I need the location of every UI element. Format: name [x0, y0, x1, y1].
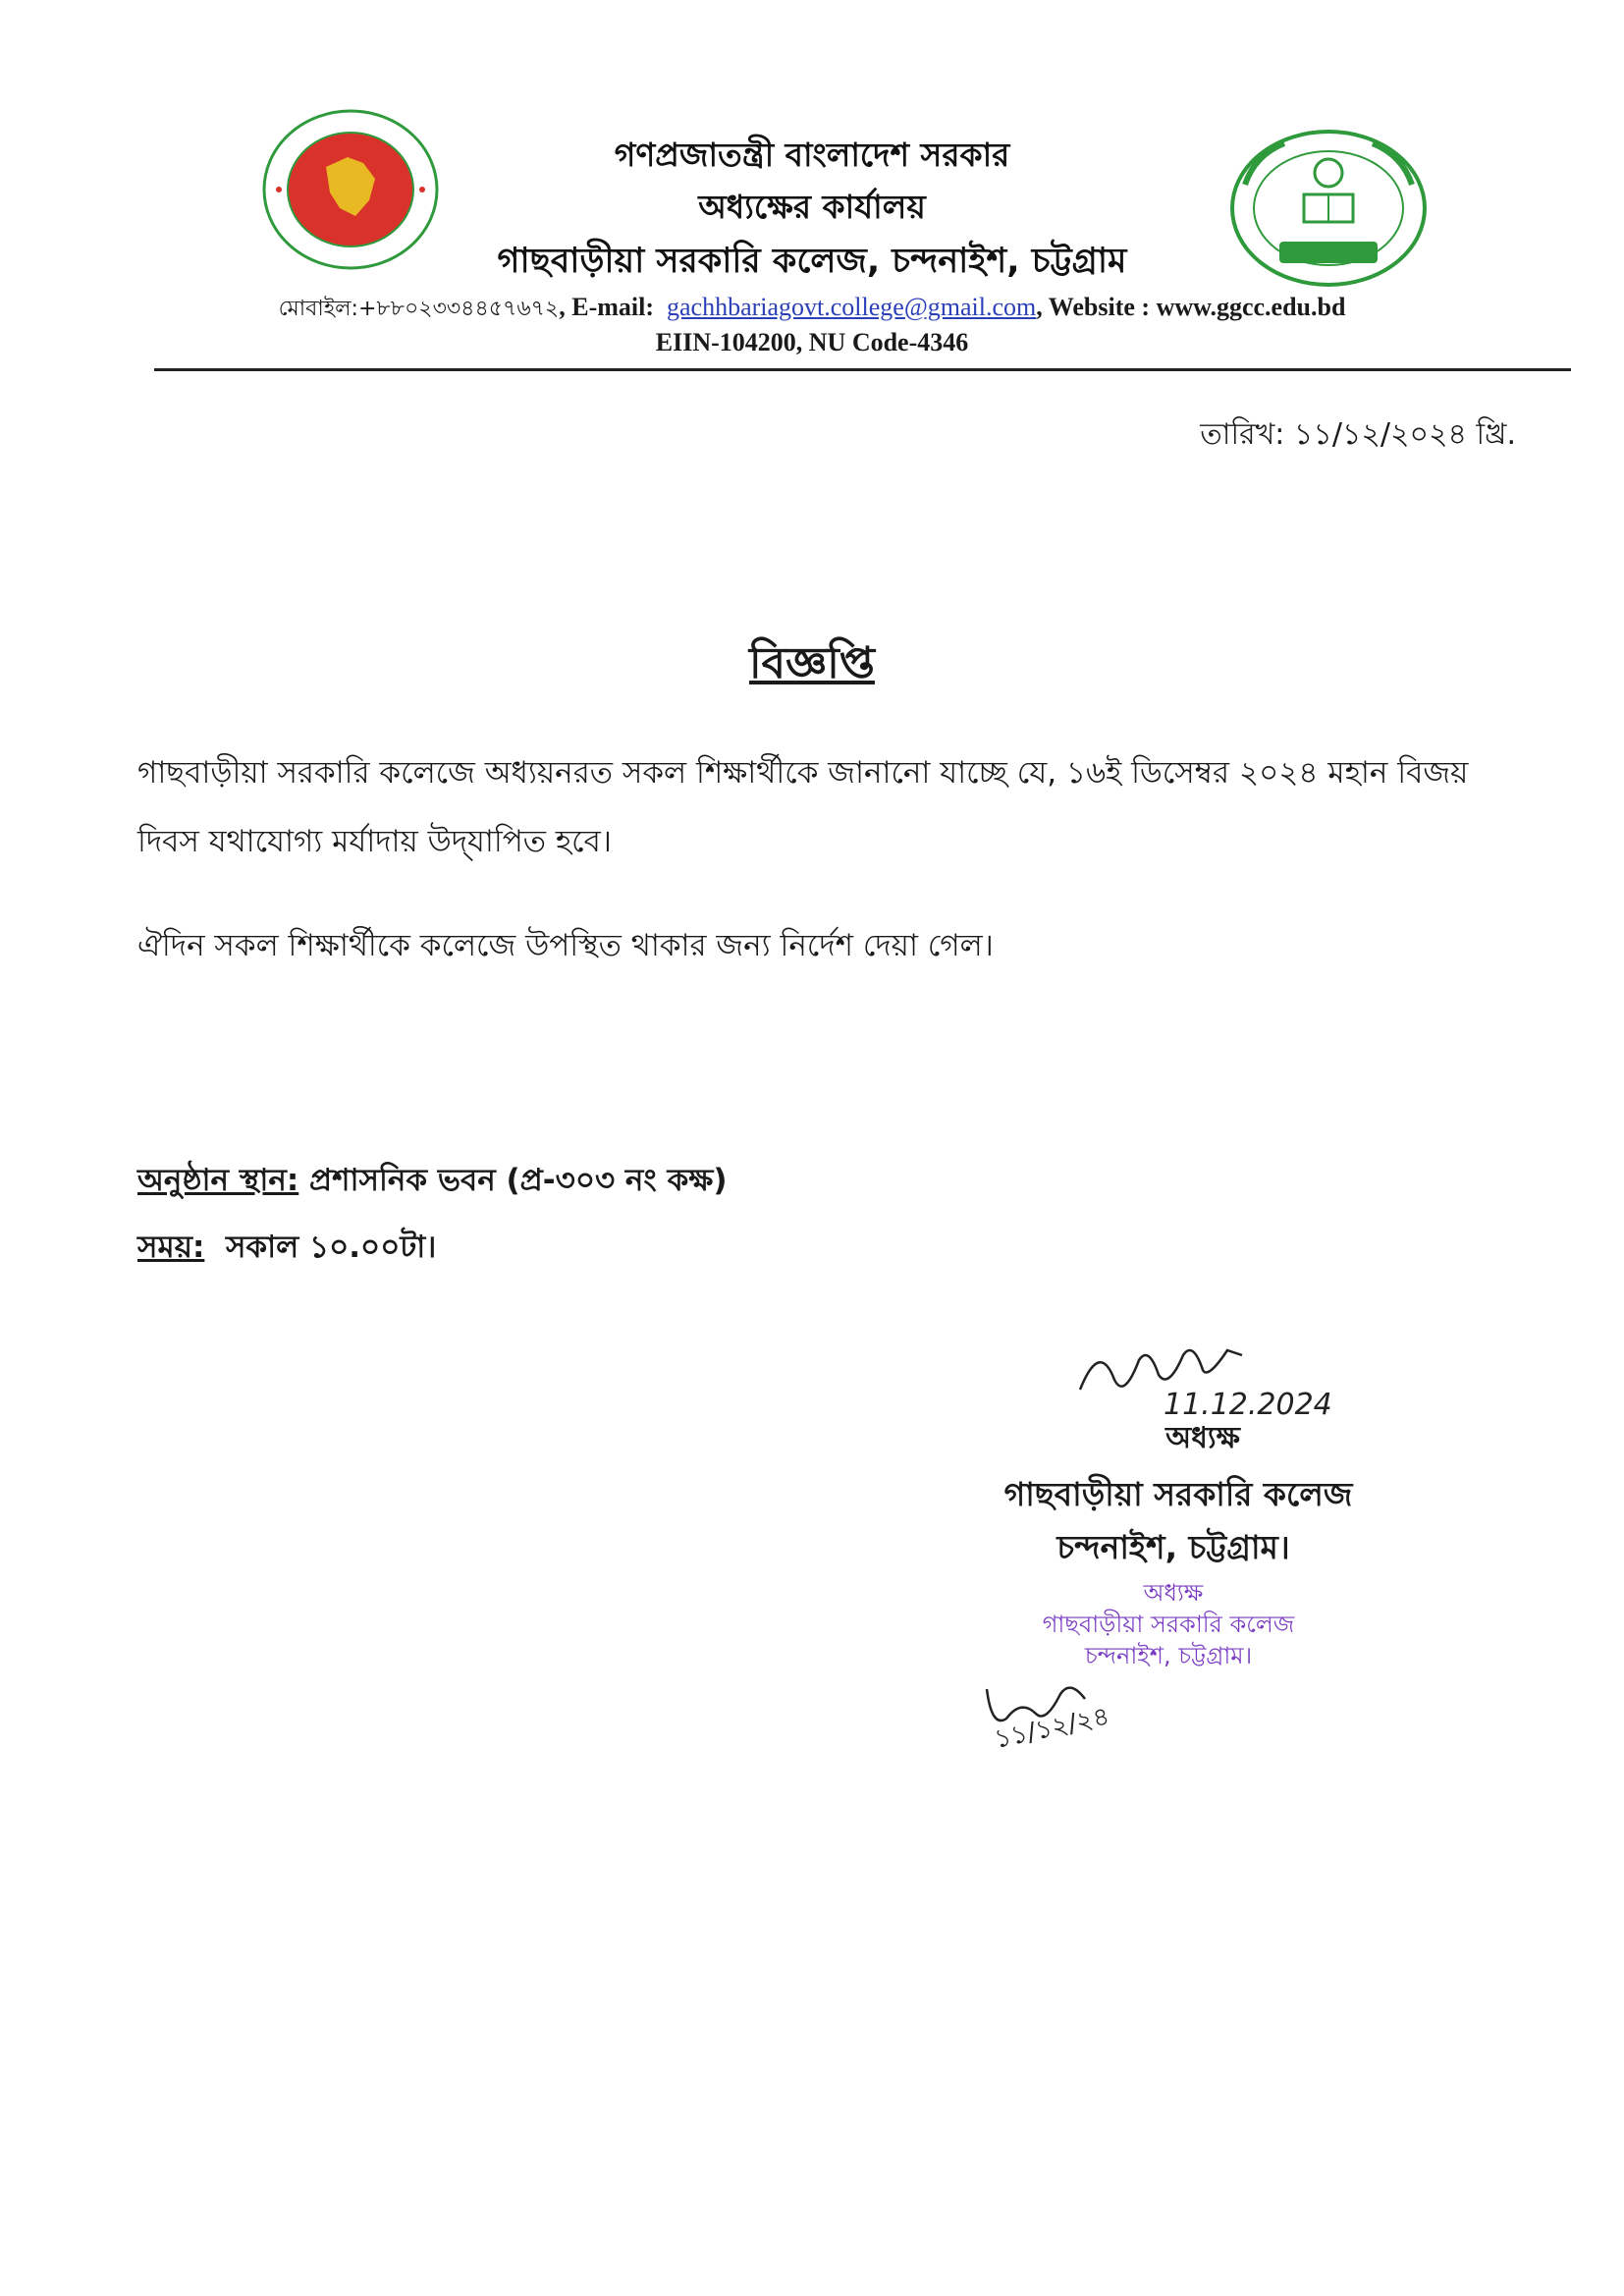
time-label: সময়: — [137, 1230, 205, 1265]
website-label: , Website : — [1036, 293, 1151, 321]
signatory-college: গাছবাড়ীয়া সরকারি কলেজ — [1003, 1475, 1353, 1513]
seal-college: গাছবাড়ীয়া সরকারি কলেজ — [1042, 1611, 1295, 1638]
office-heading: অধ্যক্ষের কার্যালয় — [698, 188, 926, 226]
mobile-label: মোবাইল: — [278, 297, 358, 321]
signatory-place: চন্দনাইশ, চট্টগ্রাম। — [1056, 1528, 1290, 1566]
initial-mark — [977, 1669, 1183, 1758]
event-time — [137, 1224, 436, 1275]
email-link[interactable]: gachhbariagovt.college@gmail.com — [667, 293, 1037, 321]
government-heading: গণপ্রজাতন্ত্রী বাংলাদেশ সরকার — [614, 136, 1010, 174]
venue-value: প্রশাসনিক ভবন (প্র-৩০৩ নং কক্ষ) — [309, 1163, 728, 1198]
event-venue — [137, 1157, 728, 1208]
eiin-nu-code: EIIN-104200, NU Code-4346 — [655, 328, 969, 356]
website-link[interactable]: www.ggcc.edu.bd — [1156, 293, 1346, 321]
email-label: , E-mail: — [559, 293, 654, 321]
seal-place: চন্দনাইশ, চট্টগ্রাম। — [1084, 1642, 1253, 1669]
initial-date: ১১/১২/২৪ — [992, 1701, 1112, 1755]
notice-paragraph-1: গাছবাড়ীয়া সরকারি কলেজে অধ্যয়নরত সকল শিক্ষার্থীকে জানানো যাচ্ছে যে, ১৬ই ডিসেম্বর ২০২৪ মহান বিজয় দিবস যথাযোগ্য মর্যাদায় উদ্‌যাপিত হবে। — [137, 755, 1469, 859]
contact-line — [0, 292, 1624, 328]
mobile-number: +৮৮০২৩৩৪৪৫৭৬৭২ — [357, 297, 560, 321]
signatory-title: অধ্যক্ষ — [1165, 1421, 1240, 1455]
notice-title: বিজ্ঞপ্তি — [749, 638, 875, 688]
seal-title: অধ্যক্ষ — [1143, 1579, 1204, 1607]
time-value: সকাল ১০.০০টা। — [225, 1230, 437, 1265]
signature-date: 11.12.2024 — [1164, 1388, 1332, 1422]
issue-date: তারিখ: ১১/১২/২০২৪ খ্রি. — [1200, 417, 1516, 452]
college-heading: গাছবাড়ীয়া সরকারি কলেজ, চন্দনাইশ, চট্টগ্রাম — [497, 242, 1127, 281]
principal-signature — [1070, 1321, 1384, 1429]
venue-label: অনুষ্ঠান স্থান: — [137, 1163, 299, 1198]
header-divider — [154, 368, 1571, 371]
notice-paragraph-2: ঐদিন সকল শিক্ষার্থীকে কলেজে উপস্থিত থাকার জন্য নির্দেশ দেয়া গেল। — [137, 928, 994, 963]
